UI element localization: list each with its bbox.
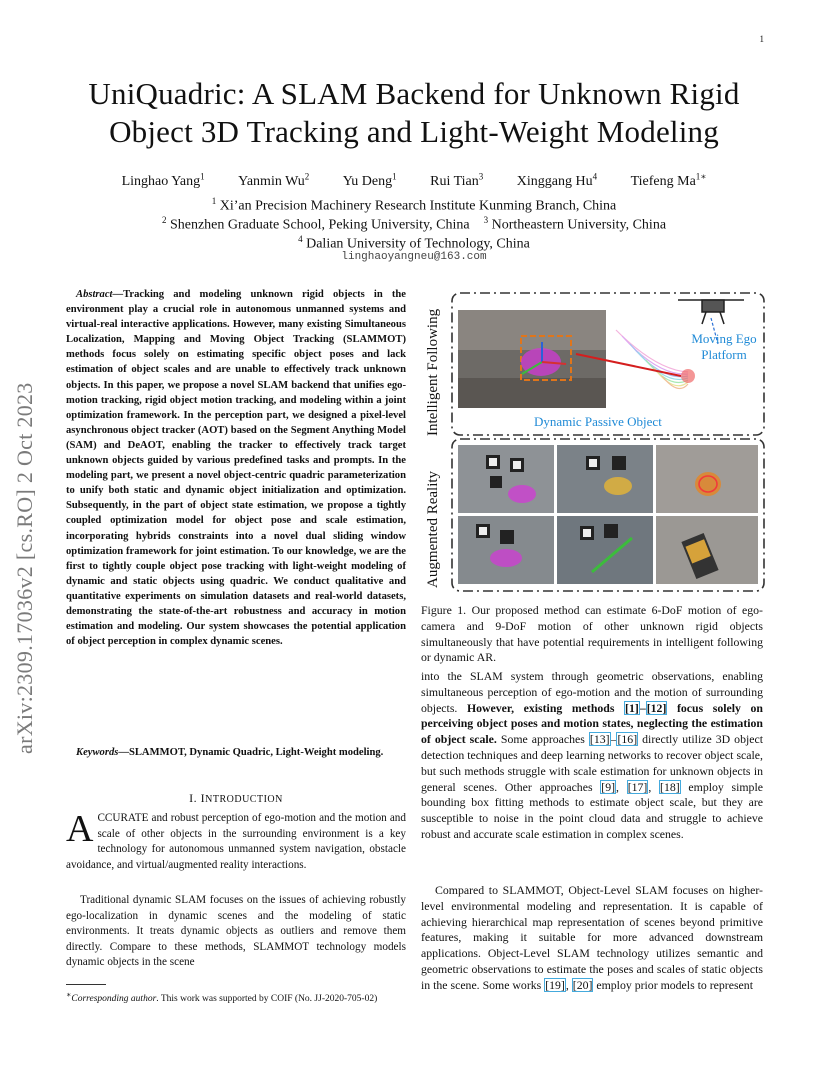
section-heading-introduction: I. INTRODUCTION [189,791,283,805]
author: Linghao Yang$^1$ [121,171,205,189]
affiliation-2-3: $^2$ Shenzhen Graduate School, Peking University, China $^3$ Northeastern University, China [161,215,667,233]
affiliation-4: $^4$ Dalian University of Technology, China [298,234,530,252]
ar-photo-grid [458,445,758,584]
intro-paragraph-2: Traditional dynamic SLAM focuses on the issues of achieving robustly ego-localization in dynamic scenes and the modeling of static environments. It treats dynamic objects as outliers and remove them directly. Compare to these methods, SLAMMOT technology models dynamic objects in the scene [66,894,406,969]
label-intelligent-following: Intelligent Following [425,308,441,436]
title-line-2: Object 3D Tracking and Light-Weight Modeling [109,114,719,149]
abstract: Abstract—Tracking and modeling unknown rigid objects in the environment play a crucial role in autonomous unmanned systems and virtual-real interactive applications. However, many existing Simultaneous Localization, Mapping and Moving Object Tracking (SLAMMOT) methods focus solely on estimating specific object poses and lack estimation of object scales and are unable to effectively track unknown objects. In this paper, we propose a novel SLAM backend that unifies ego-motion tracking, rigid object motion tracking, and modeling within a joint optimization framework. In the perception part, we designed a pixel-level asynchronous object tracker (AOT) based on the Segment Anything Model (SAM) and DeAOT, enabling the tracker to effectively track target unknown objects guided by various predefined tasks and prompts. In the modeling part, we present a novel object-centric quadric parameterization to unify both static and dynamic object initialization and optimization. Subsequently, in the part of object state estimation, we propose a tightly coupled optimization model for object pose and scale estimation, incorporating hybrids constraints into a novel dual sliding window optimization framework for joint estimation. To our knowledge, we are the first to tightly couple object pose tracking with light-weight modeling of dynamic and static objects using quadric. We conduct qualitative and quantitative experiments on simulation datasets and real-world datasets, demonstrating the state-of-the-art robustness and accuracy in motion estimation and modeling. Our system showcases the potential application of object perception in complex dynamic scenes. [66,289,406,648]
right-paragraph-1: into the SLAM system through geometric observations, enabling simultaneous perception of ego-motion and the motion of surrounding objects. However, existing methods [1]–[12] focus solely on perceiving object poses and motion states, neglecting the estimation of object scale. Some approaches [13]–[16] directly utilize 3D object detection techniques and deep learning networks to recover object scale, but such methods struggle with scale estimation for unknown objects in general scenes. Other approaches [9], [17], [18] employ simple bounding box fitting methods to estimate object scale, but they are susceptible to noise in the point cloud data and struggle to achieve robust and accurate scale estimation in complex scenes. [421,669,764,841]
trajectory-fan [616,330,688,389]
citation-link[interactable]: [19] [545,977,565,992]
footnote: ∗Corresponding author. This work was supported by COIF (No. JJ-2020-705-02) [66,990,378,1005]
citation-link[interactable]: [9] [601,779,616,794]
citation-link[interactable]: [20] [572,977,593,992]
drone-icon [678,300,744,324]
paper-title [40,75,788,151]
footnote-rule [66,984,106,985]
page-number: 1 [759,34,764,44]
author: Yanmin Wu$^2$ [238,171,310,189]
author: Tiefeng $Ma^{1∗}$ [630,171,707,189]
citation-link[interactable]: [16] [617,732,638,747]
label-augmented-reality: Augmented Reality [425,470,441,588]
author: Yu Deng$^1$ [342,171,397,189]
right-paragraph-2: Compared to SLAMMOT, Object-Level SLAM focuses on higher-level environmental modeling and representation. It is capable of achieving hierarchical map representation of scenes beyond primitive features, making it suitable for more advanced downstream applications. Object-Level SLAM technology utilizes semantic and geometric observations to estimate the poses and scales of static objects in the scene. Some works [19], [20] employ prior models to represent [421,883,763,992]
label-moving-ego: Moving Ego Platform [691,331,757,362]
arxiv-stamp [12,294,37,754]
citation-link[interactable]: [1] [625,700,639,715]
affiliation-1: $^1$ Xi’an Precision Machinery Research Institute Kunming Branch, China [211,196,617,214]
figure-1 [426,290,766,596]
author-list [40,167,788,191]
author-email[interactable]: linghaoyangneu@163.com [341,251,487,263]
citation-link[interactable]: [12] [646,700,667,715]
arxiv-id[interactable]: arXiv:2309.17036v2 [cs.RO] 2 Oct 2023 [12,382,37,754]
author: Xinggang Hu$^4$ [516,171,598,189]
author: Rui Tian$^3$ [430,171,484,189]
figure-caption: Figure 1. Our proposed method can estimate 6-DoF motion of ego-camera and 9-DoF motion of other unknown rigid objects simultaneously that have potential requirements in intelligent following or dynamic AR. [421,603,763,665]
citation-link[interactable]: [17] [627,779,648,794]
keywords: Keywords—SLAMMOT, Dynamic Quadric, Light-Weight modeling. [76,747,384,758]
intro-paragraph-1: ACCURATE and robust perception of ego-motion and the motion and scale of other objects in the surrounding environment is a key technology for autonomous unmanned system navigation, obstacle avoidance, and virtual/augmented reality interactions. [66,808,406,871]
label-dynamic-passive-object: Dynamic Passive Object [534,414,662,429]
citation-link[interactable]: [18] [660,779,680,794]
dropcap: A [66,808,94,850]
title-line-1: UniQuadric: A SLAM Backend for Unknown Rigid [88,76,740,111]
citation-link[interactable]: [13] [589,732,610,747]
